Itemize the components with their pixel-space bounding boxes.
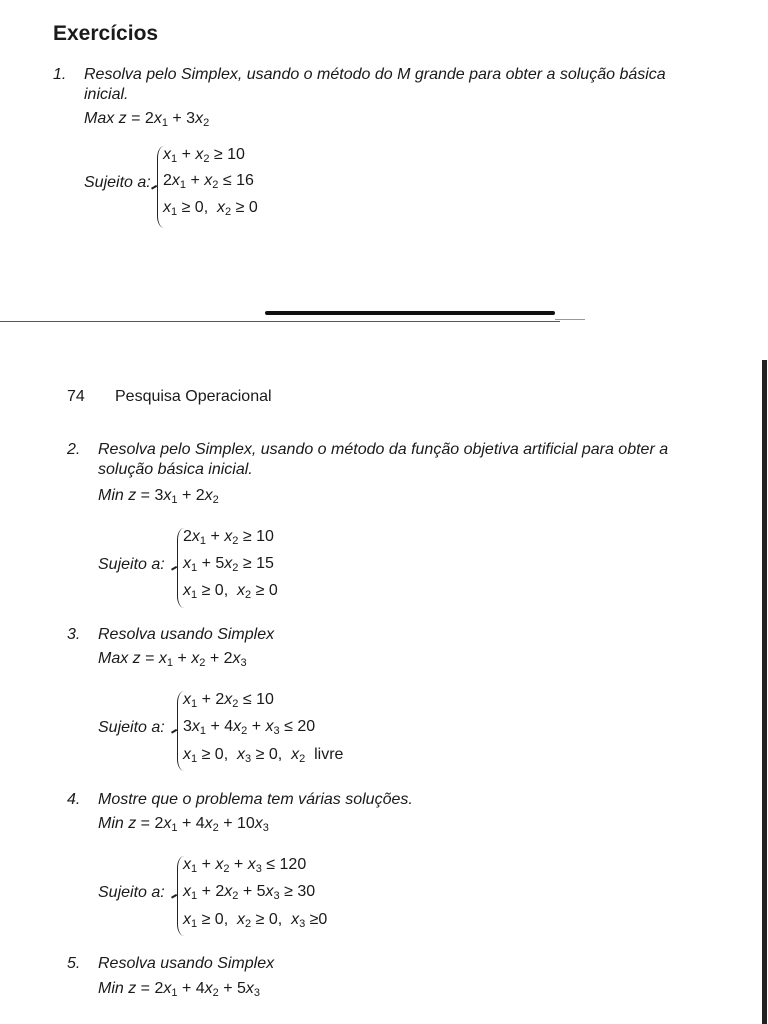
question-5-objective: Min $z = 2x_1 + 4x_2 + 5x_3$ <box>98 980 261 999</box>
question-4-constraint-3: $x_1 \ge 0$, $x_2 \ge 0$, $x_3 \ge 0$ <box>183 911 328 930</box>
scan-edge <box>762 360 767 1024</box>
page-number: 74 <box>67 388 85 405</box>
question-1-constraint-3: $x_1 \ge 0$, $x_2 \ge 0$ <box>163 199 258 218</box>
question-1-subject-label: Sujeito a: <box>84 174 151 191</box>
question-2-text-line2: solução básica inicial. <box>98 461 253 478</box>
question-4-subject-label: Sujeito a: <box>98 884 165 901</box>
question-2-constraint-1: $2x_1 + x_2 \ge 10$ <box>183 528 274 547</box>
section-title: Exercícios <box>53 22 159 45</box>
question-3-text-line1: Resolva usando Simplex <box>98 626 275 643</box>
question-2-subject-label: Sujeito a: <box>98 556 165 573</box>
question-3-constraint-1: $x_1 + 2x_2 \le 10$ <box>183 691 274 710</box>
question-1-text-line1: Resolva pelo Simplex, usando o método do M grande para obter a solução básica <box>84 66 666 83</box>
question-4-constraint-2: $x_1 + 2x_2 + 5x_3 \ge 30$ <box>183 883 316 902</box>
question-1-text-line2: inicial. <box>84 86 129 103</box>
question-number-3: 3. <box>67 626 81 643</box>
question-3-subject-label: Sujeito a: <box>98 719 165 736</box>
question-4-text-line1: Mostre que o problema tem várias soluções. <box>98 791 413 808</box>
question-5-text-line1: Resolva usando Simplex <box>98 955 275 972</box>
question-number-5: 5. <box>67 955 81 972</box>
question-2-constraint-3: $x_1 \ge 0$, $x_2 \ge 0$ <box>183 582 278 601</box>
question-3-constraint-2: $3x_1 + 4x_2 + x_3 \le 20$ <box>183 718 316 737</box>
question-number-2: 2. <box>67 441 81 458</box>
question-1-objective: Max $z = 2x_1 + 3x_2$ <box>84 110 210 129</box>
question-3-constraint-3: $x_1 \ge 0$, $x_3 \ge 0$, $x_2$ livre <box>183 746 344 765</box>
running-header: Pesquisa Operacional <box>115 388 272 405</box>
question-2-text-line1: Resolva pelo Simplex, usando o método da função objetiva artificial para obter a <box>98 441 669 458</box>
question-1-constraint-1: $x_1 + x_2 \ge 10$ <box>163 146 245 165</box>
question-3-objective: Max $z = x_1 + x_2 + 2x_3$ <box>98 650 247 669</box>
question-2-objective: Min $z = 3x_1 + 2x_2$ <box>98 487 219 506</box>
question-number-1: 1. <box>53 66 67 83</box>
question-2-constraint-2: $x_1 + 5x_2 \ge 15$ <box>183 555 274 574</box>
question-1-constraint-2: $2x_1 + x_2 \le 16$ <box>163 172 254 191</box>
page-divider-faint <box>555 319 585 320</box>
page-divider-thick <box>265 311 555 315</box>
question-number-4: 4. <box>67 791 81 808</box>
question-4-objective: Min $z = 2x_1 + 4x_2 + 10x_3$ <box>98 815 269 834</box>
page-divider-thin <box>0 321 560 322</box>
question-4-constraint-1: $x_1 + x_2 + x_3 \le 120$ <box>183 856 307 875</box>
